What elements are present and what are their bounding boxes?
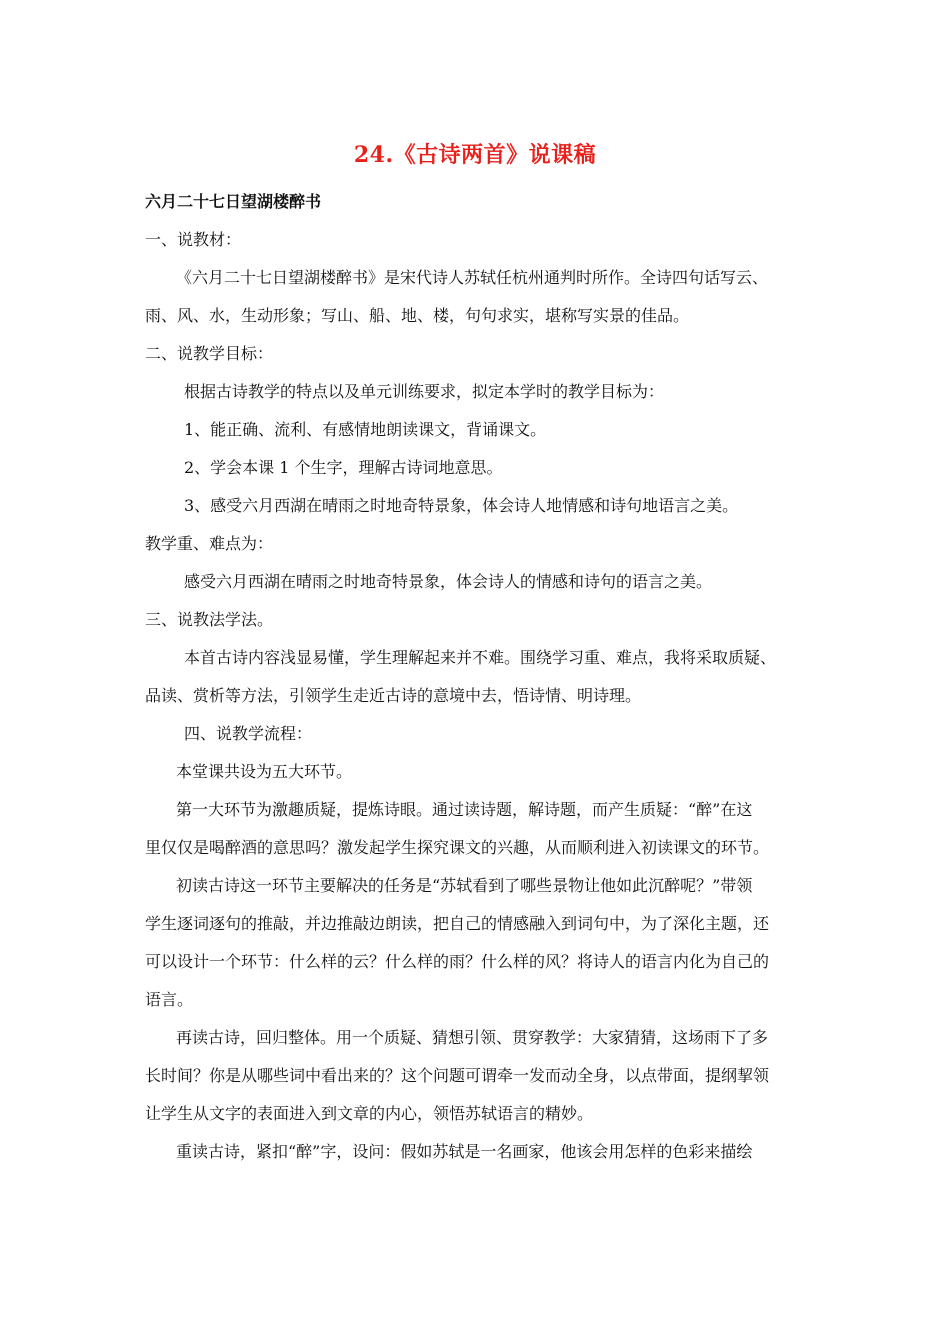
poem-title: 六月二十七日望湖楼醉书 — [145, 192, 322, 211]
paragraph-line: 学生逐词逐句的推敲，并边推敲边朗读，把自己的情感融入到词句中，为了深化主题，还 — [145, 914, 770, 933]
list-item: 1、能正确、流利、有感情地朗读课文，背诵课文。 — [184, 420, 547, 439]
paragraph-line: 再读古诗，回归整体。用一个质疑、猜想引领、贯穿教学：大家猜猜，这场雨下了多 — [176, 1028, 769, 1047]
paragraph-line: 本堂课共设为五大环节。 — [176, 762, 353, 781]
paragraph-line: 让学生从文字的表面进入到文章的内心，领悟苏轼语言的精妙。 — [145, 1104, 594, 1123]
paragraph-line: 重读古诗，紧扣“醉”字，设问：假如苏轼是一名画家，他该会用怎样的色彩来描绘 — [176, 1142, 753, 1161]
paragraph-line: 里仅仅是喝醉酒的意思吗？激发起学生探究课文的兴趣，从而顺利进入初读课文的环节。 — [145, 838, 770, 857]
paragraph-line: 可以设计一个环节：什么样的云？什么样的雨？什么样的风？将诗人的语言内化为自己的 — [145, 952, 770, 971]
section-heading: 教学重、难点为： — [145, 534, 274, 553]
section-heading: 四、说教学流程： — [184, 724, 313, 743]
paragraph-line: 雨、风、水，生动形象；写山、船、地、楼，句句求实，堪称写实景的佳品。 — [145, 306, 690, 325]
list-item: 3、感受六月西湖在晴雨之时地奇特景象，体会诗人地情感和诗句地语言之美。 — [184, 496, 739, 515]
section-heading: 三、说教法学法。 — [145, 610, 274, 629]
paragraph-line: 感受六月西湖在晴雨之时地奇特景象，体会诗人的情感和诗句的语言之美。 — [184, 572, 713, 591]
section-heading: 二、说教学目标： — [145, 344, 274, 363]
paragraph-line: 《六月二十七日望湖楼醉书》是宋代诗人苏轼任杭州通判时所作。全诗四句话写云、 — [176, 268, 769, 287]
paragraph-line: 长时间？你是从哪些词中看出来的？这个问题可谓牵一发而动全身，以点带面，提纲挈领 — [145, 1066, 770, 1085]
document-title: 24.《古诗两首》说课稿 — [353, 142, 597, 168]
section-heading: 一、说教材： — [145, 230, 242, 249]
paragraph-line: 第一大环节为激趣质疑，提炼诗眼。通过读诗题，解诗题，而产生质疑：“醉”在这 — [176, 800, 753, 819]
list-item: 2、学会本课 1 个生字，理解古诗词地意思。 — [184, 458, 503, 477]
paragraph-line: 品读、赏析等方法，引领学生走近古诗的意境中去，悟诗情、明诗理。 — [145, 686, 642, 705]
paragraph-line: 初读古诗这一环节主要解决的任务是“苏轼看到了哪些景物让他如此沉醉呢？”带领 — [176, 876, 753, 895]
paragraph-line: 本首古诗内容浅显易懂，学生理解起来并不难。围绕学习重、难点，我将采取质疑、 — [184, 648, 777, 667]
paragraph-line: 根据古诗教学的特点以及单元训练要求，拟定本学时的教学目标为： — [184, 382, 665, 401]
paragraph-line: 语言。 — [145, 990, 194, 1009]
